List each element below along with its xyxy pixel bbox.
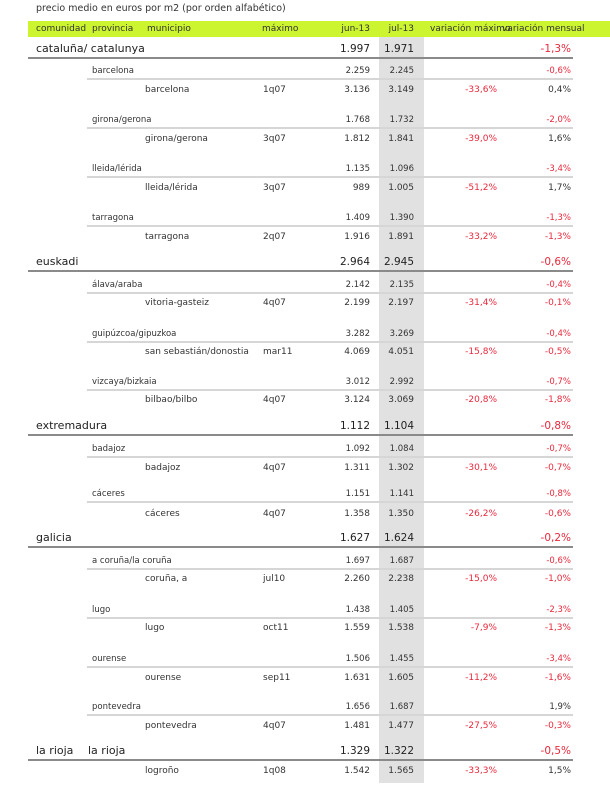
- jul-13-cell: 1.405: [389, 605, 414, 615]
- municipio-row: [0, 719, 610, 737]
- variacion-maximo-cell: -15,8%: [465, 347, 497, 357]
- maximo-cell: 2q07: [263, 232, 286, 242]
- jun-13-cell: 3.012: [345, 377, 370, 387]
- variacion-maximo-cell: -51,2%: [465, 183, 497, 193]
- provincia-cell: badajoz: [92, 444, 126, 454]
- maximo-cell: 3q07: [263, 134, 286, 144]
- jun-13-cell: 1.916: [344, 232, 370, 242]
- jun-13-cell: 1.135: [345, 164, 370, 174]
- municipio-cell: san sebastián/donostia: [145, 347, 249, 357]
- jul-13-cell: 2.245: [389, 66, 414, 76]
- jun-13-cell: 1.112: [339, 420, 370, 432]
- jul-13-cell: 1.350: [388, 509, 414, 519]
- variacion-maximo-cell: -7,9%: [470, 623, 497, 633]
- comunidad-cell: euskadi: [36, 255, 79, 268]
- provincia-cell: ourense: [92, 654, 127, 664]
- municipio-cell: tarragona: [145, 232, 190, 242]
- municipio-row: [0, 296, 610, 314]
- provincia-cell: la rioja: [88, 744, 126, 757]
- jul-13-cell: 1.096: [389, 164, 414, 174]
- variacion-mensual-cell: -1,3%: [544, 232, 571, 242]
- municipio-cell: logroño: [145, 766, 179, 776]
- municipio-row: [0, 461, 610, 479]
- jul-13-cell: 2.238: [388, 574, 414, 584]
- variacion-mensual-cell: -3,4%: [546, 164, 571, 174]
- provincia-cell: girona/gerona: [92, 115, 152, 125]
- jun-13-cell: 1.092: [345, 444, 370, 454]
- provincia-divider: [87, 501, 573, 503]
- jul-13-cell: 1.624: [383, 532, 414, 544]
- variacion-mensual-cell: -0,4%: [546, 280, 571, 290]
- provincia-cell: vizcaya/bizkaia: [92, 377, 157, 387]
- provincia-cell: lleida/lérida: [92, 164, 142, 174]
- municipio-row: [0, 764, 610, 782]
- variacion-mensual-cell: -0,6%: [546, 556, 571, 566]
- maximo-cell: 1q08: [263, 766, 286, 776]
- jul-13-cell: 1.455: [389, 654, 414, 664]
- provincia-divider: [87, 341, 573, 343]
- provincia-cell: tarragona: [92, 213, 134, 223]
- comunidad-divider: [28, 546, 573, 548]
- variacion-mensual-cell: -0,6%: [546, 66, 571, 76]
- comunidad-cell: cataluña/ catalunya: [36, 42, 145, 55]
- jul-13-cell: 1.605: [388, 673, 414, 683]
- maximo-cell: 4q07: [263, 463, 286, 473]
- variacion-mensual-cell: -0,7%: [544, 463, 571, 473]
- jun-13-cell: 1.481: [344, 721, 370, 731]
- header-municipio: municipio: [147, 24, 191, 34]
- municipio-cell: pontevedra: [145, 721, 197, 731]
- municipio-row: [0, 83, 610, 101]
- header-provincia: provincia: [92, 24, 134, 34]
- municipio-row: [0, 621, 610, 639]
- maximo-cell: 4q07: [263, 721, 286, 731]
- maximo-cell: 3q07: [263, 183, 286, 193]
- table-header: [28, 21, 610, 37]
- municipio-row: [0, 132, 610, 150]
- jul-13-cell: 3.269: [389, 329, 414, 339]
- variacion-mensual-cell: 0,4%: [548, 85, 571, 95]
- jul-13-cell: 1.538: [388, 623, 414, 633]
- jul-13-cell: 1.732: [389, 115, 414, 125]
- variacion-mensual-cell: -0,6%: [544, 509, 571, 519]
- variacion-mensual-cell: -1,0%: [544, 574, 571, 584]
- jun-13-cell: 2.199: [344, 298, 370, 308]
- municipio-cell: coruña, a: [145, 574, 188, 584]
- jun-13-cell: 1.631: [344, 673, 370, 683]
- jun-13-cell: 1.768: [345, 115, 370, 125]
- variacion-mensual-cell: 1,5%: [548, 766, 571, 776]
- provincia-cell: lugo: [92, 605, 111, 615]
- jun-13-cell: 2.259: [345, 66, 370, 76]
- jun-13-cell: 2.964: [339, 256, 370, 268]
- provincia-divider: [87, 456, 573, 458]
- variacion-mensual-cell: -0,7%: [546, 444, 571, 454]
- variacion-mensual-cell: -1,3%: [540, 43, 571, 55]
- provincia-cell: cáceres: [92, 489, 125, 499]
- comunidad-divider: [28, 434, 573, 436]
- maximo-cell: sep11: [263, 673, 291, 683]
- comunidad-divider: [28, 759, 573, 761]
- variacion-mensual-cell: 1,7%: [548, 183, 571, 193]
- provincia-divider: [87, 127, 573, 129]
- jun-13-cell: 989: [352, 183, 370, 193]
- variacion-maximo-cell: -30,1%: [465, 463, 497, 473]
- variacion-mensual-cell: -2,0%: [546, 115, 571, 125]
- variacion-mensual-cell: 1,6%: [548, 134, 571, 144]
- variacion-mensual-cell: -0,8%: [540, 420, 571, 432]
- variacion-mensual-cell: -0,2%: [540, 532, 571, 544]
- provincia-divider: [87, 225, 573, 227]
- jun-13-cell: 1.506: [345, 654, 370, 664]
- variacion-mensual-cell: -0,6%: [540, 256, 571, 268]
- jul-13-cell: 1.141: [389, 489, 414, 499]
- variacion-maximo-cell: -27,5%: [465, 721, 497, 731]
- provincia-divider: [87, 714, 573, 716]
- municipio-row: [0, 181, 610, 199]
- jun-13-cell: 1.697: [345, 556, 370, 566]
- jun-13-cell: 1.329: [339, 745, 370, 757]
- provincia-divider: [87, 176, 573, 178]
- municipio-row: [0, 230, 610, 248]
- maximo-cell: oct11: [263, 623, 289, 633]
- municipio-cell: lleida/lérida: [145, 183, 198, 193]
- header-variacion-maximo: variación máximo: [430, 24, 511, 34]
- maximo-cell: mar11: [263, 347, 293, 357]
- jul-13-cell: 1.322: [383, 745, 414, 757]
- provincia-cell: barcelona: [92, 66, 134, 76]
- jul-13-cell: 1.104: [383, 420, 414, 432]
- municipio-cell: vitoria-gasteiz: [145, 298, 210, 308]
- comunidad-divider: [28, 270, 573, 272]
- provincia-divider: [87, 617, 573, 619]
- municipio-row: [0, 572, 610, 590]
- provincia-divider: [87, 78, 573, 80]
- variacion-mensual-cell: -0,5%: [540, 745, 571, 757]
- variacion-maximo-cell: -11,2%: [465, 673, 497, 683]
- jul-13-cell: 3.069: [388, 395, 414, 405]
- variacion-maximo-cell: -26,2%: [465, 509, 497, 519]
- jun-13-cell: 4.069: [344, 347, 370, 357]
- variacion-maximo-cell: -15,0%: [465, 574, 497, 584]
- jun-13-cell: 1.151: [345, 489, 370, 499]
- jul-13-cell: 4.051: [388, 347, 414, 357]
- variacion-mensual-cell: -1,8%: [544, 395, 571, 405]
- jun-13-cell: 1.812: [344, 134, 370, 144]
- variacion-mensual-cell: -1,3%: [544, 623, 571, 633]
- variacion-maximo-cell: -33,3%: [465, 766, 497, 776]
- jul-13-cell: 2.135: [389, 280, 414, 290]
- provincia-cell: pontevedra: [92, 702, 141, 712]
- jun-13-cell: 3.282: [345, 329, 370, 339]
- jun-13-cell: 1.559: [344, 623, 370, 633]
- comunidad-divider: [28, 57, 573, 59]
- jun-13-cell: 1.311: [344, 463, 370, 473]
- jul-13-cell: 2.945: [383, 256, 414, 268]
- maximo-cell: 4q07: [263, 395, 286, 405]
- municipio-cell: ourense: [145, 673, 182, 683]
- jul-13-cell: 2.992: [389, 377, 414, 387]
- variacion-mensual-cell: -1,6%: [544, 673, 571, 683]
- municipio-row: [0, 671, 610, 689]
- jun-13-cell: 2.142: [345, 280, 370, 290]
- provincia-divider: [87, 568, 573, 570]
- municipio-cell: cáceres: [145, 509, 180, 519]
- variacion-mensual-cell: 1,9%: [549, 702, 571, 712]
- jul-13-cell: 1.477: [388, 721, 414, 731]
- variacion-mensual-cell: -3,4%: [546, 654, 571, 664]
- comunidad-cell: galicia: [36, 531, 72, 544]
- municipio-row: [0, 507, 610, 525]
- variacion-mensual-cell: -0,5%: [544, 347, 571, 357]
- jun-13-cell: 1.358: [344, 509, 370, 519]
- municipio-cell: badajoz: [145, 463, 181, 473]
- jun-13-cell: 1.997: [339, 43, 370, 55]
- municipio-cell: girona/gerona: [145, 134, 208, 144]
- maximo-cell: 4q07: [263, 298, 286, 308]
- jul-13-cell: 1.687: [389, 556, 414, 566]
- municipio-cell: lugo: [145, 623, 165, 633]
- jul-13-cell: 1.971: [383, 43, 414, 55]
- variacion-mensual-cell: -0,7%: [546, 377, 571, 387]
- jun-13-cell: 1.627: [339, 532, 370, 544]
- variacion-mensual-cell: -0,3%: [544, 721, 571, 731]
- header-comunidad: comunidad: [36, 24, 87, 34]
- comunidad-cell: la rioja: [36, 744, 74, 757]
- variacion-mensual-cell: -0,1%: [544, 298, 571, 308]
- maximo-cell: 1q07: [263, 85, 286, 95]
- header-maximo: máximo: [262, 24, 299, 34]
- variacion-mensual-cell: -1,3%: [546, 213, 571, 223]
- jun-13-cell: 3.124: [344, 395, 370, 405]
- jun-13-cell: 3.136: [344, 85, 370, 95]
- header-variacion-mensual: variación mensual: [502, 24, 585, 34]
- variacion-maximo-cell: -31,4%: [465, 298, 497, 308]
- comunidad-cell: extremadura: [36, 419, 108, 432]
- variacion-maximo-cell: -33,6%: [465, 85, 497, 95]
- variacion-mensual-cell: -0,4%: [546, 329, 571, 339]
- jun-13-cell: 1.438: [345, 605, 370, 615]
- municipio-cell: bilbao/bilbo: [145, 395, 198, 405]
- jun-13-cell: 2.260: [344, 574, 370, 584]
- jul-13-cell: 1.687: [389, 702, 414, 712]
- jun-13-cell: 1.656: [345, 702, 370, 712]
- jul-13-cell: 2.197: [388, 298, 414, 308]
- jul-13-cell: 1.302: [388, 463, 414, 473]
- variacion-maximo-cell: -33,2%: [465, 232, 497, 242]
- jul-13-cell: 1.084: [389, 444, 414, 454]
- municipio-row: [0, 393, 610, 411]
- jul-13-cell: 1.891: [388, 232, 414, 242]
- variacion-maximo-cell: -39,0%: [465, 134, 497, 144]
- provincia-divider: [87, 389, 573, 391]
- variacion-maximo-cell: -20,8%: [465, 395, 497, 405]
- maximo-cell: jul10: [263, 574, 286, 584]
- municipio-cell: barcelona: [145, 85, 190, 95]
- jun-13-cell: 1.542: [344, 766, 370, 776]
- jun-13-cell: 1.409: [345, 213, 370, 223]
- header-jun-13: jun-13: [341, 24, 370, 34]
- jul-13-cell: 1.841: [388, 134, 414, 144]
- provincia-cell: guipúzcoa/gipuzkoa: [92, 329, 177, 339]
- provincia-divider: [87, 292, 573, 294]
- provincia-divider: [87, 666, 573, 668]
- variacion-mensual-cell: -2,3%: [546, 605, 571, 615]
- jul-13-cell: 1.565: [388, 766, 414, 776]
- municipio-row: [0, 345, 610, 363]
- provincia-cell: a coruña/la coruña: [92, 556, 172, 566]
- jul-13-cell: 1.390: [389, 213, 414, 223]
- provincia-cell: álava/araba: [92, 280, 143, 290]
- jul-13-cell: 1.005: [388, 183, 414, 193]
- header-jul-13: jul-13: [388, 24, 414, 34]
- variacion-mensual-cell: -0,8%: [546, 489, 571, 499]
- jul-13-cell: 3.149: [388, 85, 414, 95]
- table-title: precio medio en euros por m2 (por orden alfabético): [36, 3, 286, 14]
- maximo-cell: 4q07: [263, 509, 286, 519]
